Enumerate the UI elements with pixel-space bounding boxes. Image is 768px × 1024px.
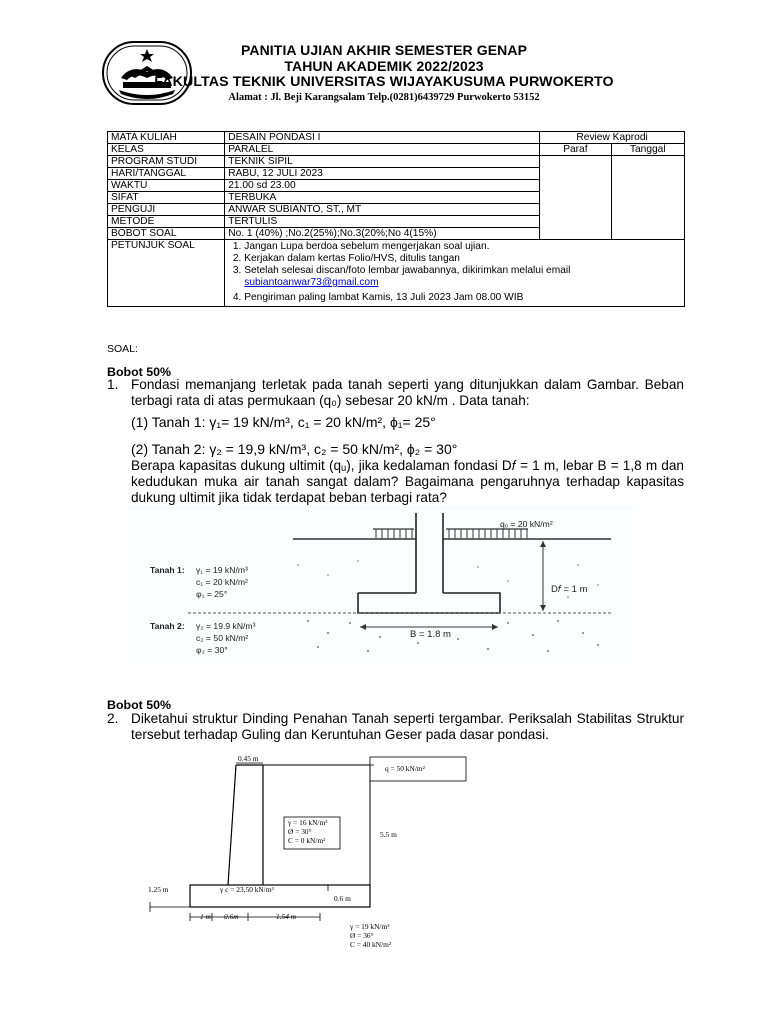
info-label: KELAS <box>108 144 225 156</box>
fig1-tanah2-label: Tanah 2: <box>150 621 185 631</box>
petunjuk-item <box>244 265 681 289</box>
q2-number: 2. <box>107 711 119 726</box>
fig2-base-thick: 0.6 m <box>334 894 351 903</box>
footing-figure <box>128 505 633 665</box>
info-value: DESAIN PONDASI I <box>225 132 540 144</box>
info-value: RABU, 12 JULI 2023 <box>225 168 540 180</box>
q2-bobot: Bobot 50% <box>107 698 172 712</box>
fig2-c: C = 0 kN/m² <box>288 836 326 845</box>
tanggal-header: Tanggal <box>611 144 684 156</box>
committee-title: PANITIA UJIAN AKHIR SEMESTER GENAP <box>240 42 528 58</box>
info-value: TERBUKA <box>225 192 540 204</box>
info-label: SIFAT <box>108 192 225 204</box>
retaining-wall-figure <box>138 745 478 955</box>
petunjuk-item: 4. Pengiriman paling lambat Kamis, 13 Juli 2023 Jam 08.00 WIB <box>244 292 681 304</box>
paraf-cell <box>540 156 611 240</box>
info-value: ANWAR SUBIANTO, ST., MT <box>225 204 540 216</box>
fig1-df: D𝑓 = 1 m <box>551 584 588 595</box>
fig2-dim-2: 0.6m <box>224 912 239 921</box>
fig2-dim-1: 1 m <box>200 912 211 921</box>
exam-info-table <box>107 131 685 307</box>
fig2-base-c: C = 40 kN/m² <box>350 940 392 949</box>
fig2-gamma-c: γ c = 23,50 kN/m³ <box>220 885 274 894</box>
q1-tanah1: (1) Tanah 1: γ₁= 19 kN/m³, c₁ = 20 kN/m², ϕ₁= 25° <box>131 414 436 430</box>
fig1-tanah1-c: c₁ = 20 kN/m² <box>196 577 248 587</box>
fig2-gamma: γ = 16 kN/m³ <box>288 818 328 827</box>
info-label: PROGRAM STUDI <box>108 156 225 168</box>
q1-text: Fondasi memanjang terletak pada tanah seperti yang ditunjukkan dalam Gambar. Beban terbagi rata di atas permukaan (q₀) sebesar 20 kN/m . Data tanah: <box>131 377 684 408</box>
petunjuk-item: 2. Kerjakan dalam kertas Folio/HVS, ditulis tangan <box>244 253 681 265</box>
info-label: METODE <box>108 216 225 228</box>
tanggal-cell <box>611 156 684 240</box>
info-label: PENGUJI <box>108 204 225 216</box>
paraf-header: Paraf <box>540 144 611 156</box>
fig1-tanah2-c: c₂ = 50 kN/m² <box>196 633 249 643</box>
fig1-q0: qₒ = 20 kN/m² <box>500 519 553 529</box>
faculty-name: FAKULTAS TEKNIK UNIVERSITAS WIJAYAKUSUMA PURWOKERTO <box>154 74 614 90</box>
fig2-dim-3: 1.54 m <box>276 912 297 921</box>
info-value: No. 1 (40%) ;No.2(25%);No.3(20%;No 4(15%) <box>225 228 540 240</box>
fig1-tanah1-gamma: γ₁ = 19 kN/m³ <box>196 565 248 575</box>
fig2-phi: Ø = 30° <box>288 827 312 836</box>
fig2-top-width: 0.45 m <box>238 754 259 763</box>
info-label: MATA KULIAH <box>108 132 225 144</box>
petunjuk-text: Setelah selesai discan/foto lembar jawabannya, dikirimkan melalui email <box>244 265 571 276</box>
petunjuk-list <box>225 240 685 307</box>
fig1-b: B = 1.8 m <box>410 629 451 640</box>
address: Alamat : Jl. Beji Karangsalam Telp.(0281)6439729 Purwokerto 53152 <box>228 92 540 103</box>
fig2-base-phi: Ø = 36° <box>350 931 374 940</box>
q1-number: 1. <box>107 377 119 392</box>
fig2-q: q = 50 kN/m² <box>385 764 425 773</box>
info-value: PARALEL <box>225 144 540 156</box>
q1-bobot: Bobot 50% <box>107 365 172 379</box>
fig1-tanah2-gamma: γ₂ = 19.9 kN/m³ <box>196 621 256 631</box>
email-link[interactable]: subiantoanwar73@gmail.com <box>244 277 379 288</box>
fig2-base-gamma: γ = 19 kN/m³ <box>350 922 390 931</box>
info-label: BOBOT SOAL <box>108 228 225 240</box>
fig1-tanah1-phi: φ₁ = 25° <box>196 589 228 599</box>
info-label: HARI/TANGGAL <box>108 168 225 180</box>
review-title: Review Kaprodi <box>540 132 685 144</box>
fig2-height: 5.5 m <box>380 830 397 839</box>
q1-question: Berapa kapasitas dukung ultimit (qᵤ), jika kedalaman fondasi D𝑓 = 1 m, lebar B = 1,8 m dan kedudukan muka air tanah sangat dalam? Bagaimana pengaruhnya terhadap kapasitas dukung ultimit jika tidak terdapat beban terbagi rata? <box>131 458 684 505</box>
q2-text: Diketahui struktur Dinding Penahan Tanah seperti tergambar. Periksalah Stabilitas Struktur tersebut terhadap Guling dan Keruntuhan Geser pada dasar pondasi. <box>131 711 684 742</box>
q1-tanah2: (2) Tanah 2: γ₂ = 19,9 kN/m³, c₂ = 50 kN/m², ϕ₂ = 30° <box>131 441 458 457</box>
info-value: 21.00 sd 23.00 <box>225 180 540 192</box>
info-value: TERTULIS <box>225 216 540 228</box>
info-label: WAKTU <box>108 180 225 192</box>
petunjuk-item: 1. Jangan Lupa berdoa sebelum mengerjakan soal ujian. <box>244 241 681 253</box>
fig1-tanah1-label: Tanah 1: <box>150 565 185 575</box>
info-value: TEKNIK SIPIL <box>225 156 540 168</box>
fig1-tanah2-phi: φ₂ = 30° <box>196 645 228 655</box>
soal-label: SOAL: <box>107 343 138 355</box>
info-label: PETUNJUK SOAL <box>108 240 225 307</box>
academic-year: TAHUN AKADEMIK 2022/2023 <box>284 58 484 74</box>
fig2-toe-height: 1.25 m <box>148 885 169 894</box>
